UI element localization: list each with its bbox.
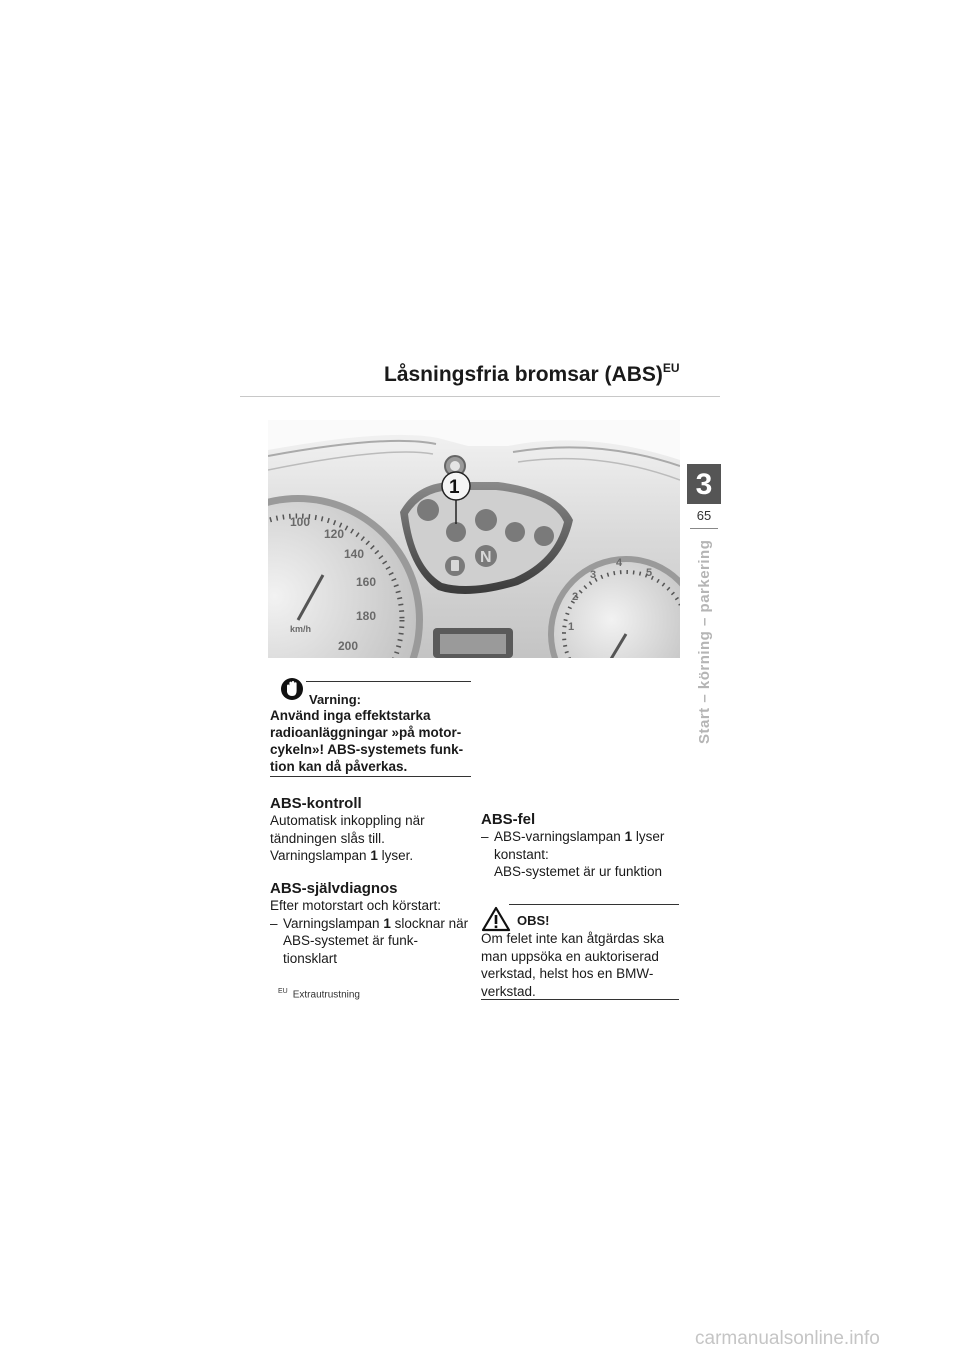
list-dash: – [481, 829, 489, 844]
abs-kontroll-text [270, 812, 470, 865]
title-divider [240, 396, 720, 397]
abs-fel-list-item [481, 828, 681, 881]
abs-diag-list-item [270, 915, 470, 968]
abs-fel-item-line2: ABS-systemet är ur funktion [494, 864, 663, 879]
obs-heading: OBS! [517, 913, 550, 928]
chapter-divider [690, 528, 718, 529]
text-segment: lyser konstant: [494, 829, 665, 862]
page-title [384, 362, 680, 387]
lamp-reference: 1 [624, 829, 633, 844]
warning-bottom-rule [270, 776, 471, 777]
callout-1: 1 [449, 477, 460, 498]
warning-text: Använd inga effektstarka radioanläggningar »på motor-cykeln»! ABS-systemets funk-tion kan då påverkas. [270, 708, 464, 774]
rpm-tick: 1 [568, 621, 575, 633]
chapter-number: 3 [687, 464, 721, 504]
abs-kontroll-line1: Automatisk inkoppling när tändningen slås till. [270, 813, 425, 846]
page-number: 65 [696, 508, 712, 523]
watermark: carmanualsonline.info [695, 1328, 880, 1349]
text-segment: lyser. [377, 848, 414, 863]
footnote [278, 988, 360, 1000]
svg-text:N: N [480, 549, 492, 566]
hand-stop-icon [281, 678, 303, 700]
chapter-side-label [690, 539, 720, 748]
speed-tick: 140 [344, 547, 365, 561]
rpm-tick: 2 [572, 591, 579, 603]
obs-text: Om felet inte kan åtgärdas ska man uppsöka en auktoriserad verkstad, helst hos en BMW-verkstad. [481, 931, 665, 999]
speed-tick: 200 [338, 639, 359, 653]
speed-tick: 100 [290, 515, 311, 529]
lamp-reference: 1 [370, 848, 378, 863]
abs-kontroll-line2 [270, 847, 470, 865]
abs-fel-heading: ABS-fel [481, 811, 536, 828]
exclamation-triangle-icon [481, 906, 511, 932]
speed-unit: km/h [290, 624, 312, 634]
footnote-marker: EU [278, 988, 288, 995]
list-dash: – [270, 915, 278, 931]
abs-diag-heading: ABS-självdiagnos [270, 880, 398, 897]
abs-fel-text [481, 828, 681, 881]
warning-heading: Varning: [309, 692, 362, 707]
abs-kontroll-heading: ABS-kontroll [270, 795, 362, 812]
rpm-tick: 4 [616, 557, 623, 569]
speed-tick: 160 [356, 575, 377, 589]
speed-tick: 180 [356, 609, 377, 623]
text-segment: slocknar när ABS-systemet är funk-tionsklart [283, 915, 469, 966]
lamp-reference: 1 [383, 915, 391, 931]
warning-top-rule [306, 681, 471, 682]
text-segment: ABS-varningslampan [494, 829, 625, 844]
abs-diag-line1: Efter motorstart och körstart: [270, 898, 442, 913]
rpm-tick: 5 [646, 567, 653, 579]
rpm-tick: 3 [590, 569, 597, 581]
footnote-text: Extrautrustning [292, 989, 360, 1001]
speed-tick: 120 [324, 527, 345, 541]
title-superscript: EU [662, 361, 680, 375]
chapter-side-label-text: Start – körning – parkering [696, 539, 713, 744]
text-segment: Varningslampan [283, 915, 384, 931]
abs-diag-text [270, 897, 470, 967]
obs-bottom-rule [481, 999, 679, 1000]
title-text: Låsningsfria bromsar (ABS) [384, 363, 663, 386]
obs-top-rule [509, 904, 679, 905]
instrument-cluster-photo [268, 420, 680, 658]
text-segment: Varningslampan [270, 848, 371, 863]
